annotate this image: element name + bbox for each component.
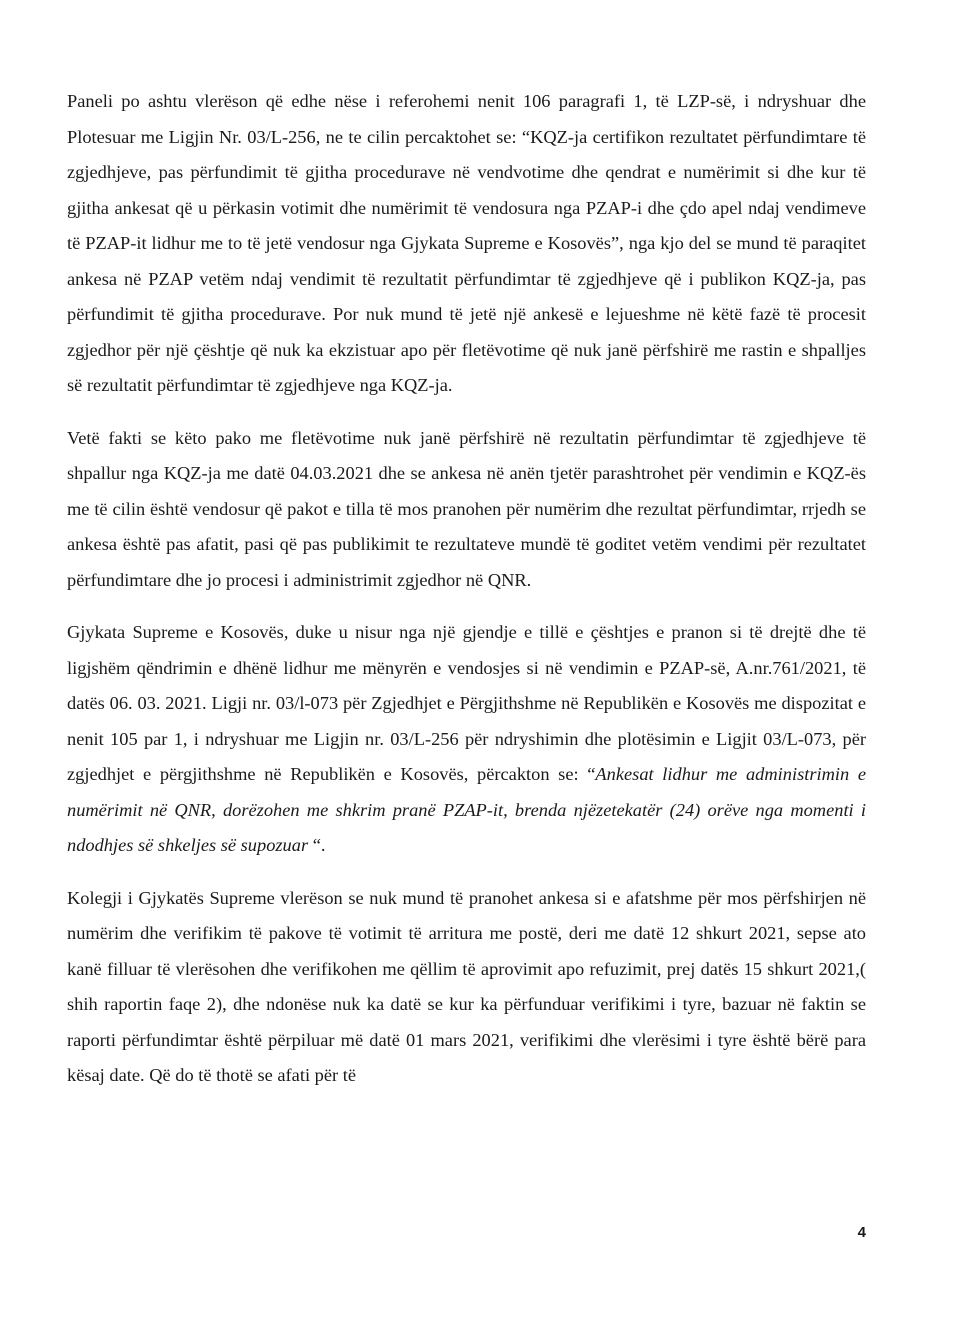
legal-quote: Ankesat lidhur me administrimin e numërimit në QNR, dorëzohen me shkrim pranë PZAP-it, brenda njëzetekatër (24) orëve nga momenti i ndodhjes së shkeljes së supozuar bbox=[67, 764, 866, 855]
paragraph-1: Paneli po ashtu vlerëson që edhe nëse i referohemi nenit 106 paragrafi 1, të LZP-së, i ndryshuar dhe Plotesuar me Ligjin Nr. 03/L-256, ne te cilin percaktohet se: “KQZ-ja certifikon rezultatet përfundimtare të zgjedhjeve, pas përfundimit të gjitha procedurave në vendvotime dhe qendrat e numërimit si dhe kur të gjitha ankesat që u përkasin votimit dhe numërimit të vendosura nga PZAP-i dhe çdo apel ndaj vendimeve të PZAP-it lidhur me to të jetë vendosur nga Gjykata Supreme e Kosovës”, nga kjo del se mund të paraqitet ankesa në PZAP vetëm ndaj vendimit të rezultatit përfundimtar të zgjedhjeve që i publikon KQZ-ja, pas përfundimit të gjitha procedurave. Por nuk mund të jetë një ankesë e lejueshme në këtë fazë të procesit zgjedhor për një çështje që nuk ka ekzistuar apo për fletëvotime që nuk janë përfshirë me rastin e shpalljes së rezultatit përfundimtar të zgjedhjeve nga KQZ-ja. bbox=[67, 91, 866, 395]
paragraph-2: Vetë fakti se këto pako me fletëvotime nuk janë përfshirë në rezultatin përfundimtar të zgjedhjeve të shpallur nga KQZ-ja me datë 04.03.2021 dhe se ankesa në anën tjetër parashtrohet për vendimin e KQZ-ës me të cilin është vendosur që pakot e tilla të mos pranohen për numërim dhe rezultat përfundimtar, rrjedh se ankesa është pas afatit, pasi që pas publikimit te rezultateve mundë të goditet vetëm vendimi për rezultatet përfundimtare dhe jo procesi i administrimit zgjedhor në QNR. bbox=[67, 427, 866, 590]
paragraph-3-closing: “. bbox=[308, 835, 326, 855]
paragraph-4: Kolegji i Gjykatës Supreme vlerëson se nuk mund të pranohet ankesa si e afatshme për mos përfshirjen në numërim dhe verifikim të pakove të votimit të arritura me postë, deri me datë 12 shkurt 2021, sepse ato kanë filluar të vlerësohen dhe verifikohen me qëllim të aprovimit apo refuzimit, prej datës 15 shkurt 2021,( shih raportin faqe 2), dhe ndonëse nuk ka datë se kur ka përfunduar verifikimi i tyre, bazuar në faktin se raporti përfundimtar është përpiluar më datë 01 mars 2021, verifikimi dhe vlerësimi i tyre është bërë para kësaj date. Që do të thotë se afati për të bbox=[67, 887, 866, 1085]
paragraph-3 bbox=[67, 615, 866, 864]
document-body bbox=[67, 84, 866, 1094]
page-number: 4 bbox=[857, 1224, 866, 1241]
paragraph-3-text: Gjykata Supreme e Kosovës, duke u nisur nga një gjendje e tillë e çështjes e pranon si të drejtë dhe të ligjshëm qëndrimin e dhënë lidhur me mënyrën e vendosjes si në vendimin e PZAP-së, A.nr.761/2021, të datës 06. 03. 2021. Ligji nr. 03/l-073 për Zgjedhjet e Përgjithshme në Republikën e Kosovës me dispozitat e nenit 105 par 1, i ndryshuar me Ligjin nr. 03/L-256 për ndryshimin dhe plotësimin e Ligjit 03/L-073, për zgjedhjet e përgjithshme në Republikën e Kosovës, përcakton se: “ bbox=[67, 622, 866, 784]
